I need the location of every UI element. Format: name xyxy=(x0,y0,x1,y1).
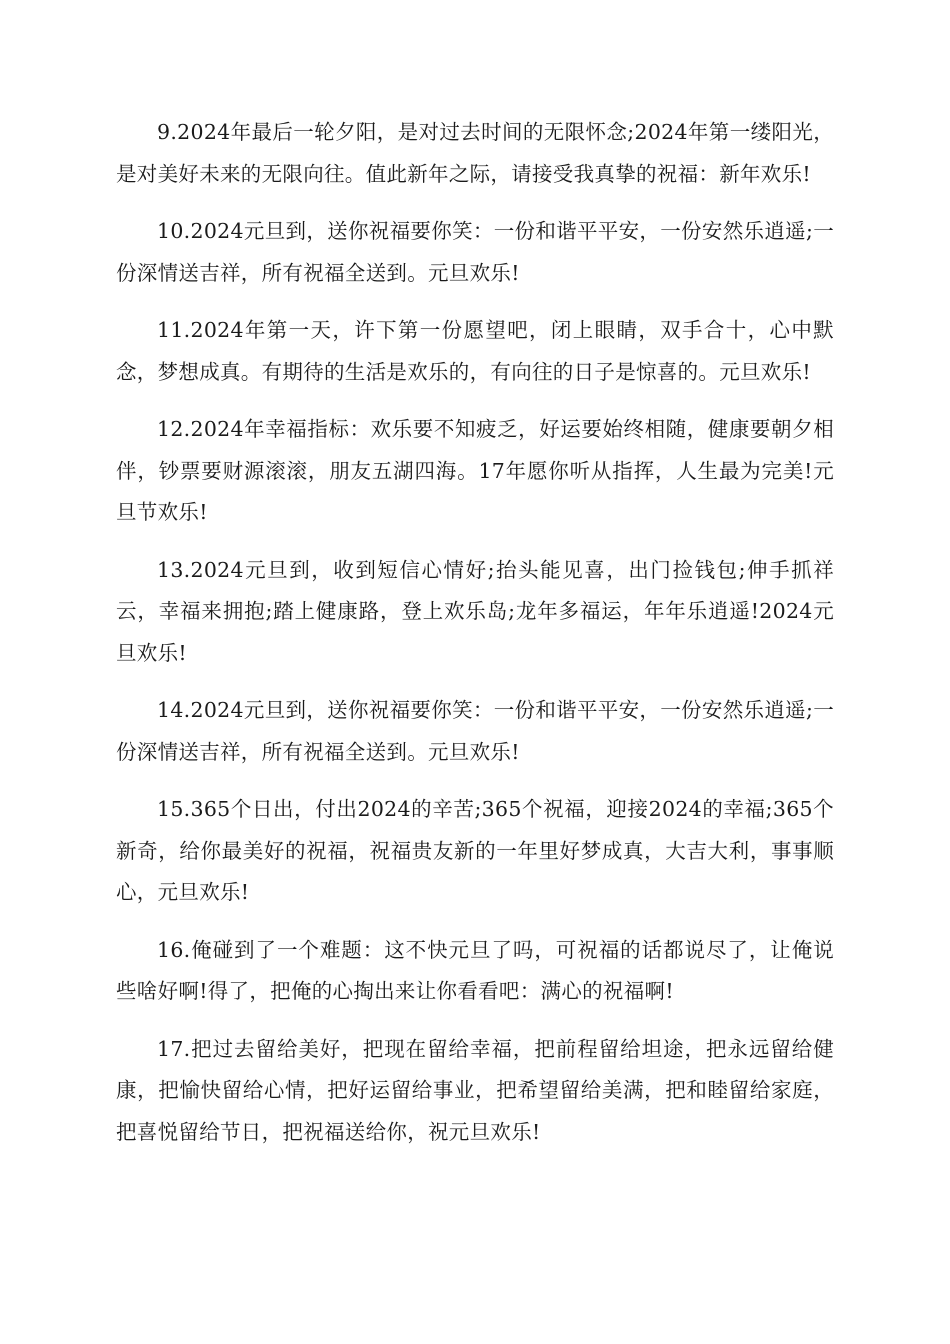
paragraph-13: 13.2024元旦到，收到短信心情好;抬头能见喜，出门捡钱包;伸手抓祥云，幸福来拥抱;踏上健康路，登上欢乐岛;龙年多福运，年年乐逍遥!2024元旦欢乐! xyxy=(116,557,834,665)
paragraph-16: 16.俺碰到了一个难题：这不快元旦了吗，可祝福的话都说尽了，让俺说些啥好啊!得了，把俺的心掏出来让你看看吧：满心的祝福啊! xyxy=(116,937,834,1003)
paragraph-12: 12.2024年幸福指标：欢乐要不知疲乏，好运要始终相随，健康要朝夕相伴，钞票要财源滚滚，朋友五湖四海。17年愿你听从指挥，人生最为完美!元旦节欢乐! xyxy=(116,417,834,524)
paragraph-10: 10.2024元旦到，送你祝福要你笑：一份和谐平平安，一份安然乐逍遥;一份深情送吉祥，所有祝福全送到。元旦欢乐! xyxy=(116,219,834,285)
paragraph-14: 14.2024元旦到，送你祝福要你笑：一份和谐平平安，一份安然乐逍遥;一份深情送吉祥，所有祝福全送到。元旦欢乐! xyxy=(116,698,834,764)
paragraph-15: 15.365个日出，付出2024的辛苦;365个祝福，迎接2024的幸福;365个新奇，给你最美好的祝福，祝福贵友新的一年里好梦成真，大吉大利，事事顺心，元旦欢乐! xyxy=(116,797,834,904)
document-body xyxy=(116,112,834,1169)
paragraph-9: 9.2024年最后一轮夕阳，是对过去时间的无限怀念;2024年第一缕阳光，是对美好未来的无限向往。值此新年之际，请接受我真挚的祝福：新年欢乐! xyxy=(116,120,834,186)
paragraph-11: 11.2024年第一天，许下第一份愿望吧，闭上眼睛，双手合十，心中默念，梦想成真。有期待的生活是欢乐的，有向往的日子是惊喜的。元旦欢乐! xyxy=(116,318,834,384)
paragraph-17: 17.把过去留给美好，把现在留给幸福，把前程留给坦途，把永远留给健康，把愉快留给心情，把好运留给事业，把希望留给美满，把和睦留给家庭，把喜悦留给节日，把祝福送给你，祝元旦欢乐! xyxy=(116,1036,834,1144)
